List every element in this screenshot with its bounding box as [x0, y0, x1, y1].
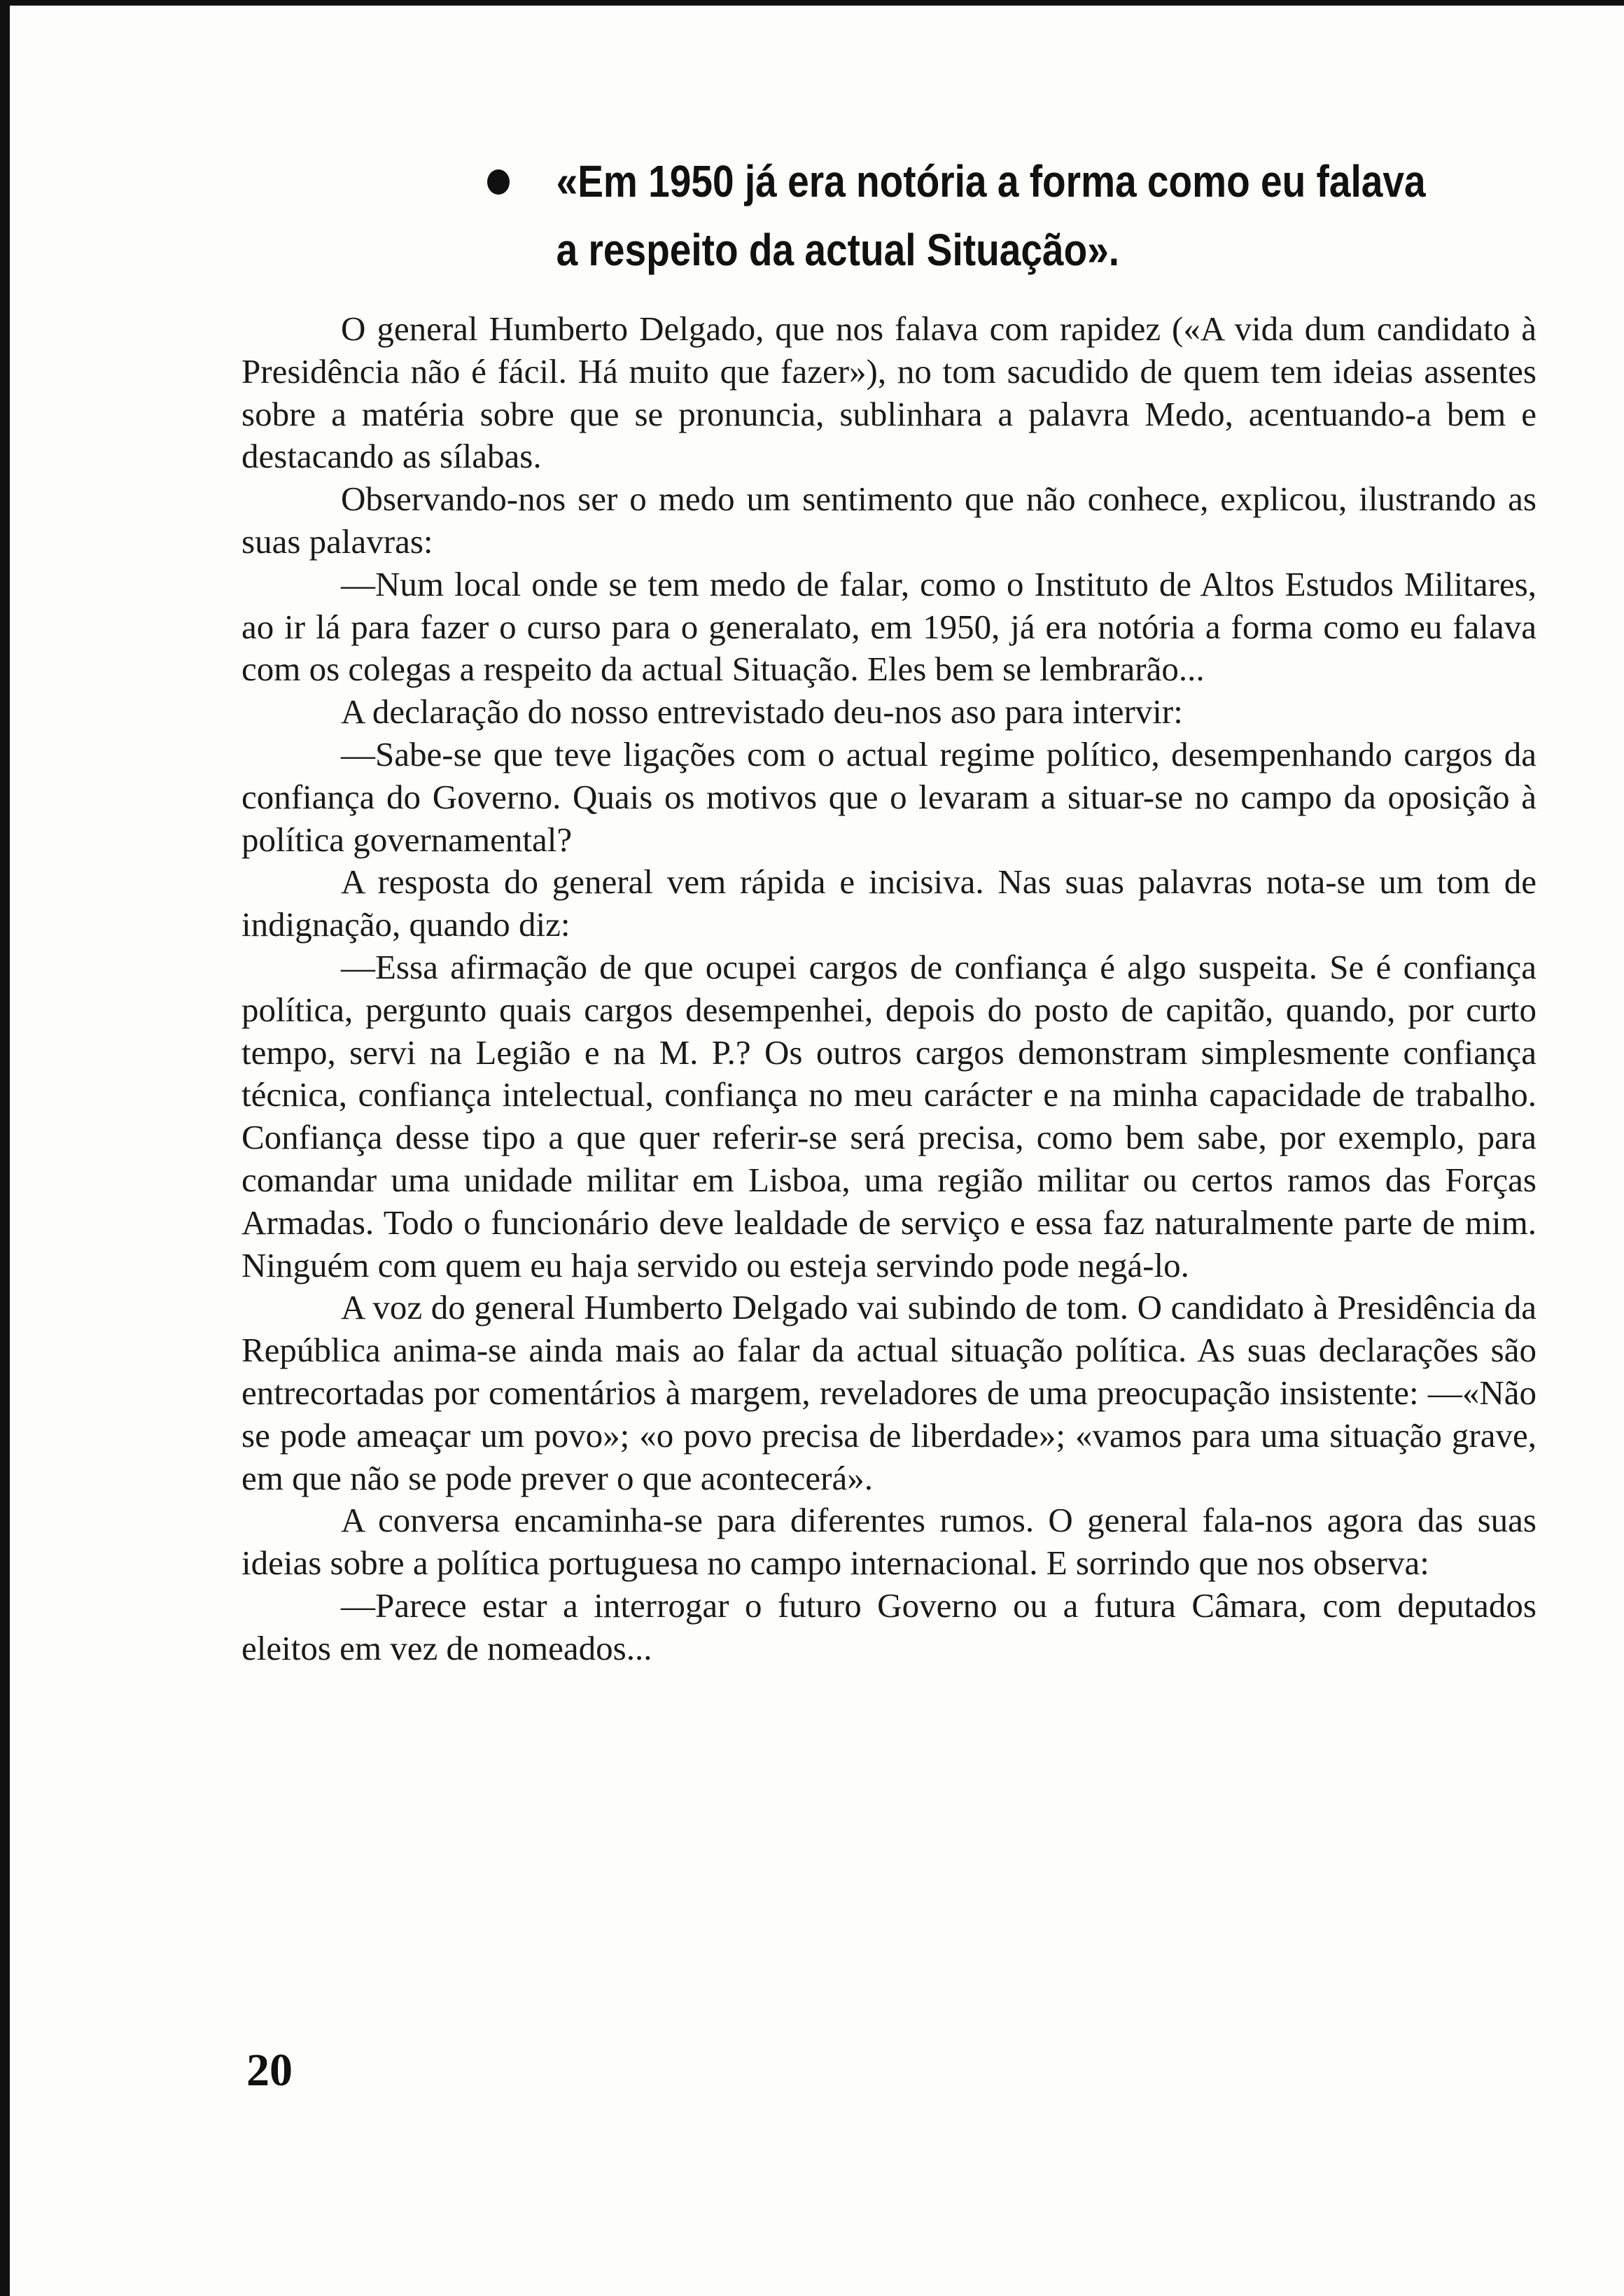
paragraph-5: —Sabe-se que teve ligações com o actual regime político, desempenhando cargos da confiança do Governo. Quais os motivos que o levaram a situar-se no campo da oposição à política governamental?	[241, 734, 1536, 859]
article-heading	[490, 147, 1426, 284]
paragraph-2: Observando-nos ser o medo um sentimento que não conhece, explicou, ilustrando as suas palavras:	[241, 479, 1536, 561]
paragraph-10: —Parece estar a interrogar o futuro Governo ou a futura Câmara, com deputados eleitos em vez de nomeados...	[241, 1586, 1536, 1667]
scan-edge-left	[0, 0, 10, 2296]
paragraph-6: A resposta do general vem rápida e incisiva. Nas suas palavras nota-se um tom de indignação, quando diz:	[241, 862, 1536, 944]
article-body	[241, 308, 1536, 1670]
heading-line-2: a respeito da actual Situação».	[556, 225, 1120, 275]
paragraph-3: —Num local onde se tem medo de falar, como o Instituto de Altos Estudos Militares, ao ir lá para fazer o curso para o generalato, em 1950, já era notória a forma como eu falava com os colegas a respeito da actual Situação. Eles bem se lembrarão...	[241, 564, 1536, 689]
page-number: 20	[246, 2045, 293, 2096]
heading-line-1: «Em 1950 já era notória a forma como eu falava	[556, 156, 1426, 206]
paragraph-9: A conversa encaminha-se para diferentes rumos. O general fala-nos agora das suas ideias sobre a política portuguesa no campo internacional. E sorrindo que nos observa:	[241, 1501, 1536, 1583]
paragraph-8: A voz do general Humberto Delgado vai subindo de tom. O candidato à Presidência da República anima-se ainda mais ao falar da actual situação política. As suas declarações são entrecortadas por comentários à margem, reveladores de uma preocupação insistente: —«Não se pode ameaçar um povo»; «o povo precisa de liberdade»; «vamos para uma situação grave, em que não se pode prever o que acontecerá».	[241, 1288, 1536, 1497]
paragraph-7: —Essa afirmação de que ocupei cargos de confiança é algo suspeita. Se é confiança política, pergunto quais cargos desempenhei, depois do posto de capitão, quando, por curto tempo, servi na Legião e na M. P.? Os outros cargos demonstram simplesmente confiança técnica, confiança intelectual, confiança no meu carácter e na minha capacidade de trabalho. Confiança desse tipo a que quer referir-se será precisa, como bem sabe, por exemplo, para comandar uma unidade militar em Lisboa, uma região militar ou certos ramos das Forças Armadas. Todo o funcionário deve lealdade de serviço e essa faz naturalmente parte de mim. Ninguém com quem eu haja servido ou esteja servindo pode negá-lo.	[241, 947, 1536, 1284]
scan-edge-top	[0, 0, 1624, 6]
paragraph-4: A declaração do nosso entrevistado deu-nos aso para intervir:	[341, 692, 1183, 732]
paragraph-1: O general Humberto Delgado, que nos falava com rapidez («A vida dum candidato à Presidência não é fácil. Há muito que fazer»), no tom sacudido de quem tem ideias assentes sobre a matéria sobre que se pronuncia, sublinhara a palavra Medo, acentuando-a bem e destacando as sílabas.	[241, 309, 1536, 476]
